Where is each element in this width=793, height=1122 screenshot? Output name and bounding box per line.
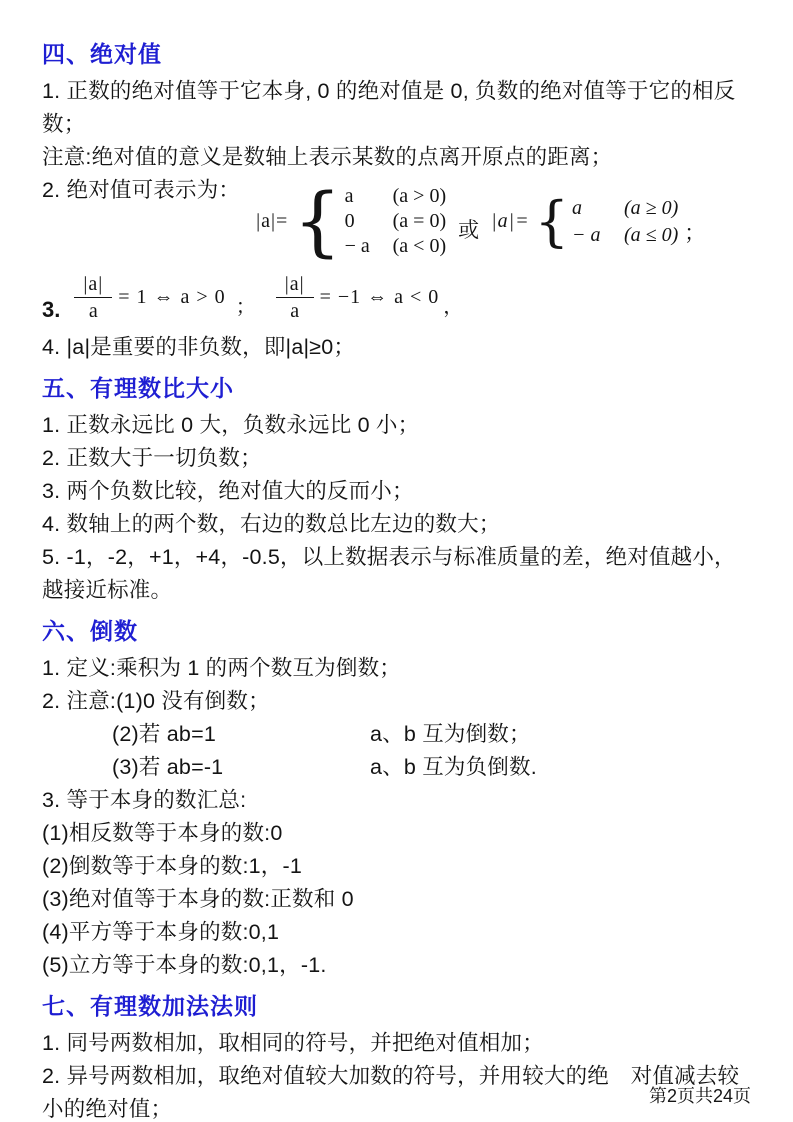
paragraph: 2. 绝对值可表示为：	[42, 178, 241, 202]
case-value: − a	[344, 235, 370, 257]
denominator: a	[88, 299, 98, 322]
paragraph: 1. 同号两数相加，取相同的符号，并把绝对值相加；	[42, 1031, 544, 1055]
list-item: 2. 正数大于一切负数；	[42, 446, 262, 470]
list-item: 1. 正数永远比 0 大，负数永远比 0 小；	[42, 413, 420, 437]
case-value: − a	[571, 223, 601, 246]
fraction	[276, 273, 314, 322]
trailing-punctuation: ，	[443, 295, 464, 318]
case-value: a	[344, 185, 354, 207]
piecewise-formula	[256, 176, 706, 266]
numerator: |a|	[276, 273, 314, 298]
piecewise-formula-row	[42, 174, 757, 266]
case-condition: (a < 0)	[392, 235, 447, 257]
case-value: a	[571, 196, 582, 219]
case-condition: (a ≥ 0)	[623, 196, 679, 219]
paragraph: 注意:绝对值的意义是数轴上表示某数的点离开原点的距离；	[42, 145, 613, 169]
list-item: 5. -1，-2，+1，+4，-0.5，以上数据表示与标准质量的差，绝对值越小，越接近标准。	[42, 545, 736, 602]
paragraph: 4. |a|是重要的非负数，即|a|≥0；	[42, 335, 356, 359]
case-row	[345, 209, 446, 234]
condition-text: (2)若 ab=1	[112, 722, 216, 746]
section-title: 五、有理数比大小	[42, 375, 234, 401]
case-row	[345, 184, 446, 209]
case-row	[572, 195, 678, 222]
section-title: 七、有理数加法法则	[42, 993, 258, 1019]
left-brace-glyph: {	[293, 176, 342, 266]
paragraph: 1. 正数的绝对值等于它本身, 0 的绝对值是 0, 负数的绝对值等于它的相反数；	[42, 79, 736, 136]
two-column-row	[42, 718, 757, 751]
condition-text: (3)若 ab=-1	[112, 755, 224, 779]
page-number-footer: 第2页共24页	[648, 1086, 751, 1106]
formula-lhs: |a|=	[256, 210, 289, 232]
cases-group-b	[572, 195, 678, 249]
list-item: (5)立方等于本身的数:0,1，-1.	[42, 953, 327, 977]
case-row	[345, 234, 446, 259]
cases-group-a	[345, 184, 446, 259]
paragraph: 1. 定义:乘积为 1 的两个数互为倒数；	[42, 656, 401, 680]
paragraph: 2. 注意:(1)0 没有倒数；	[42, 689, 270, 713]
left-brace-glyph: {	[534, 189, 569, 253]
list-item: (3)绝对值等于本身的数:正数和 0	[42, 887, 354, 911]
case-condition: (a > 0)	[392, 185, 447, 207]
two-column-row	[42, 751, 757, 784]
case-condition: (a ≤ 0)	[623, 223, 679, 246]
page-content	[42, 38, 757, 1122]
section-reciprocal	[42, 615, 757, 982]
case-row	[572, 222, 678, 249]
section-compare-rationals	[42, 372, 757, 607]
case-condition: (a = 0)	[392, 210, 447, 232]
fraction	[74, 273, 112, 322]
list-item: (1)相反数等于本身的数:0	[42, 821, 283, 845]
paragraph: 3. 等于本身的数汇总:	[42, 788, 247, 812]
fraction-rhs: = 1 ⇔ a > 0	[118, 285, 226, 308]
case-value: 0	[344, 210, 355, 232]
formula-punctuation: ；	[684, 220, 706, 245]
item-number: 3.	[42, 297, 61, 322]
list-item: (2)倒数等于本身的数:1，-1	[42, 854, 303, 878]
list-item: 4. 数轴上的两个数，右边的数总比左边的数大；	[42, 512, 501, 536]
list-item: (4)平方等于本身的数:0,1	[42, 920, 280, 944]
fraction-rhs: = −1 ⇔ a < 0	[319, 285, 440, 308]
section-title: 六、倒数	[42, 618, 138, 644]
fraction-formula-row	[42, 265, 757, 329]
separator: ；	[235, 295, 256, 318]
numerator: |a|	[74, 273, 112, 298]
formula-lhs: |a|=	[491, 210, 530, 232]
or-word: 或	[458, 218, 480, 242]
section-absolute-value	[42, 38, 757, 364]
result-text: a、b 互为倒数；	[370, 722, 531, 746]
result-text: a、b 互为负倒数.	[370, 755, 537, 779]
list-item: 3. 两个负数比较，绝对值大的反而小；	[42, 479, 414, 503]
denominator: a	[290, 299, 300, 322]
section-title: 四、绝对值	[42, 41, 162, 67]
paragraph: 2. 异号两数相加，取绝对值较大加数的符号，并用较大的绝 对值减去较小的绝对值；	[42, 1064, 740, 1121]
